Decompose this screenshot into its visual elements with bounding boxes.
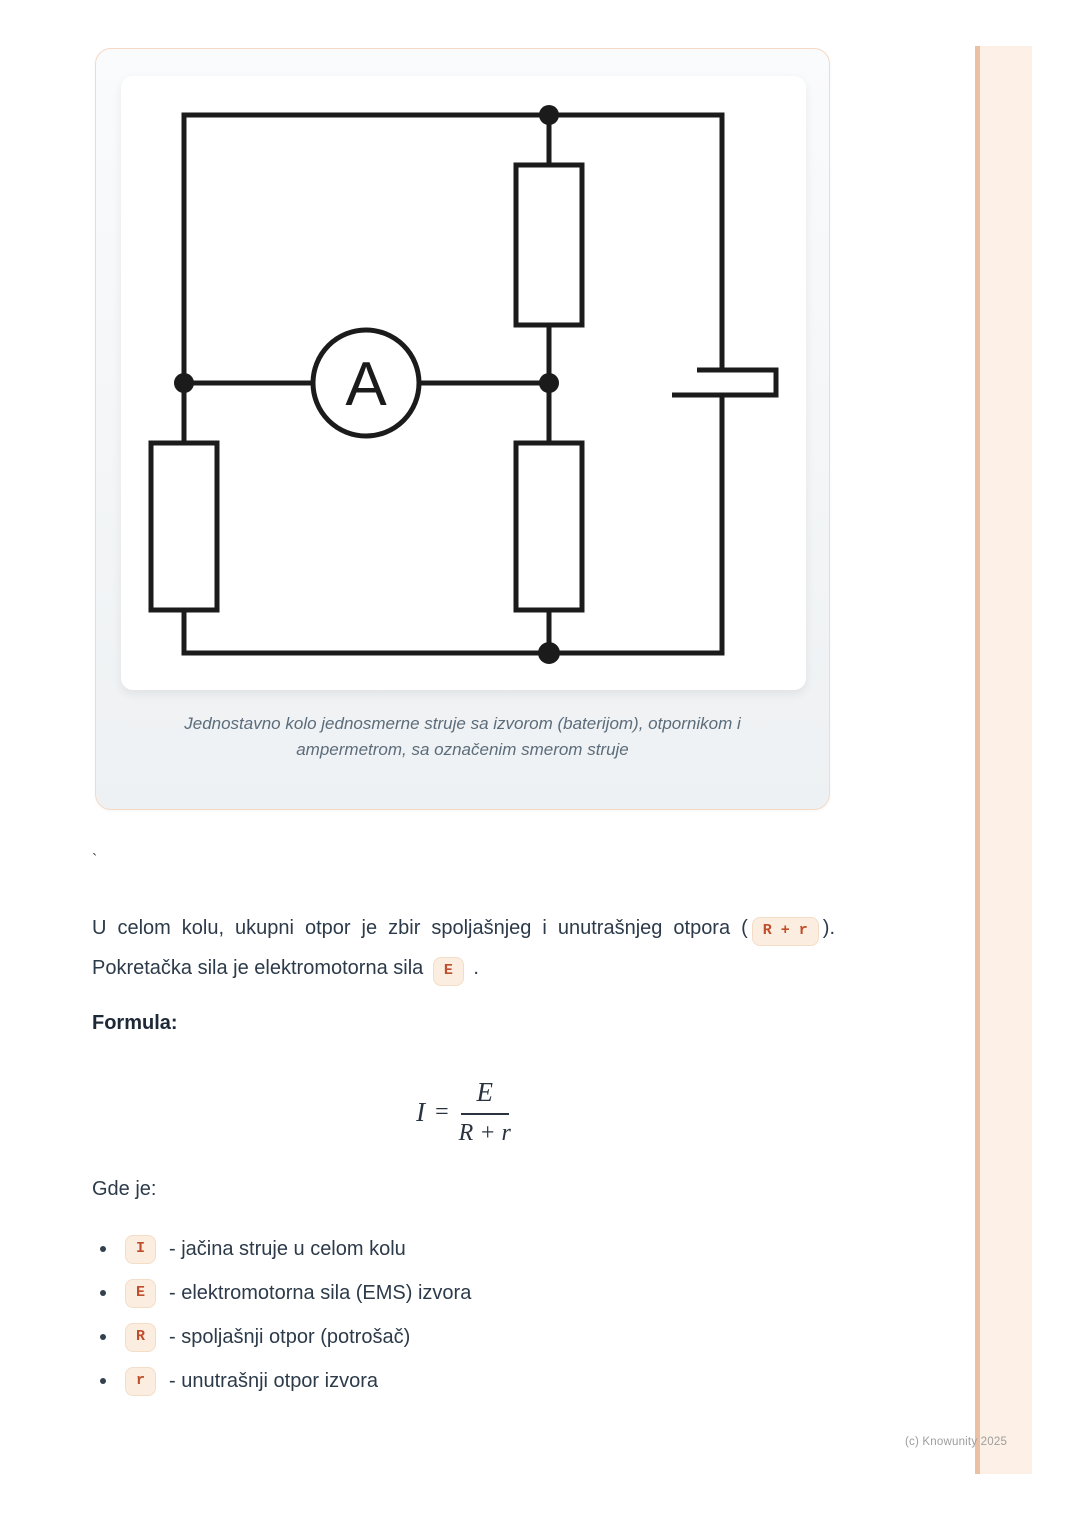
- code-chip-r-small: r: [125, 1367, 156, 1396]
- junction-node-bottom: [538, 642, 560, 664]
- glossary-intro: Gde je:: [92, 1178, 157, 1200]
- glossary-item-text: - unutrašnji otpor izvora: [169, 1369, 378, 1392]
- inline-code-chip-r-plus-r: R + r: [752, 917, 819, 946]
- bullet-icon: [100, 1290, 106, 1296]
- glossary-item-text: - spoljašnji otpor (potrošač): [169, 1325, 411, 1348]
- battery-icon: [672, 370, 776, 395]
- paragraph-text: .: [467, 957, 479, 979]
- glossary-list: [100, 1234, 835, 1410]
- circuit-wire-lower-loop: [184, 395, 722, 653]
- circuit-diagram-svg: [121, 76, 806, 690]
- list-item: [100, 1322, 835, 1352]
- formula-lhs: I: [416, 1096, 426, 1127]
- formula-numerator: E: [461, 1077, 510, 1115]
- paragraph-text: ). Pokretačka sila je elektromotorna sila: [92, 917, 835, 979]
- ammeter-label: A: [345, 350, 387, 419]
- formula-fraction: [459, 1077, 511, 1147]
- list-item: [100, 1234, 835, 1264]
- code-chip-r: R: [125, 1323, 156, 1352]
- list-item: [100, 1366, 835, 1396]
- junction-node-top: [539, 105, 559, 125]
- inline-code-chip-e: E: [433, 957, 464, 986]
- code-chip-i: I: [125, 1235, 156, 1264]
- right-margin-stripe: [975, 46, 1032, 1474]
- resistor-top-icon: [516, 165, 582, 325]
- glossary-item-text: - jačina struje u celom kolu: [169, 1237, 406, 1260]
- resistor-left-icon: [151, 443, 217, 610]
- formula-equation: [92, 1072, 835, 1152]
- paragraph-text: U celom kolu, ukupni otpor je zbir spoljašnjeg i unutrašnjeg otpora (: [92, 917, 748, 939]
- formula-denominator: R + r: [458, 1120, 511, 1146]
- figure-caption: Jednostavno kolo jednosmerne struje sa izvorom (baterijom), otpornikom i ampermetrom, sa označenim smerom struje: [184, 714, 741, 760]
- list-item: [100, 1278, 835, 1308]
- figure-card: [95, 48, 830, 810]
- resistor-bottom-icon: [516, 443, 582, 610]
- circuit-wire-upper-loop: [184, 115, 722, 443]
- stray-backtick-mark: `: [92, 852, 98, 869]
- junction-node-left: [174, 373, 194, 393]
- circuit-diagram-panel: [121, 76, 806, 690]
- copyright-notice: (c) Knowunity 2025: [905, 1436, 1008, 1448]
- intro-paragraph: [92, 908, 835, 988]
- bullet-icon: [100, 1378, 106, 1384]
- bullet-icon: [100, 1246, 106, 1252]
- formula-heading: Formula:: [92, 1012, 178, 1034]
- formula-equals-sign: =: [435, 1098, 449, 1125]
- junction-node-center: [539, 373, 559, 393]
- bullet-icon: [100, 1334, 106, 1340]
- code-chip-e: E: [125, 1279, 156, 1308]
- glossary-item-text: - elektromotorna sila (EMS) izvora: [169, 1281, 472, 1304]
